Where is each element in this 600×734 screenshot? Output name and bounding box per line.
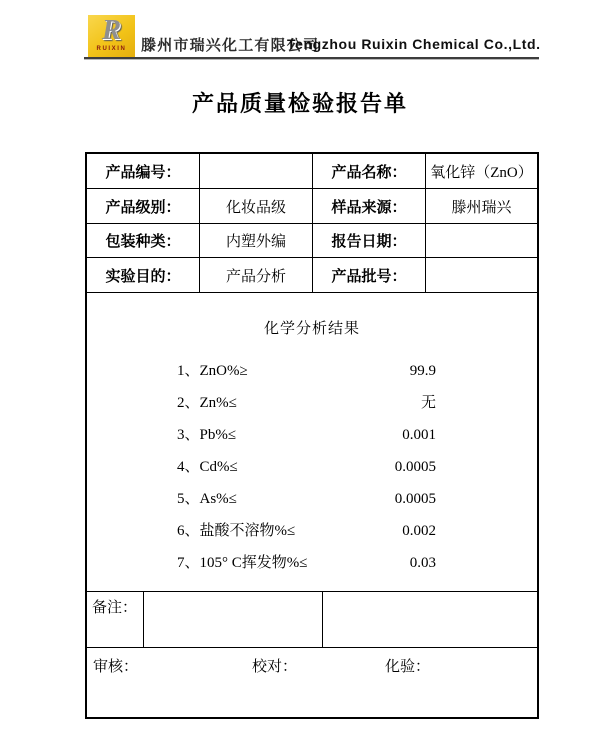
analysis-item-value: 0.03 <box>409 555 436 571</box>
packaging-type-value: 内塑外编 <box>200 224 313 257</box>
remarks-row <box>87 592 537 648</box>
analysis-section-title: 化学分析结果 <box>263 321 360 337</box>
info-row-purpose <box>87 258 537 293</box>
report-date-label: 报告日期： <box>313 224 426 257</box>
analysis-item-zno <box>177 364 436 379</box>
product-name-label: 产品名称： <box>313 154 426 188</box>
analysis-item-cd <box>177 460 436 475</box>
analysis-item-value: 0.001 <box>402 427 436 443</box>
packaging-type-label: 包装种类： <box>87 224 200 257</box>
review-label: 审核： <box>93 659 139 675</box>
proofread-label: 校对： <box>252 659 298 675</box>
report-table <box>85 152 539 719</box>
sample-source-value: 滕州瑞兴 <box>451 199 512 216</box>
info-row-packaging <box>87 224 537 258</box>
remarks-cell-middle <box>144 592 323 647</box>
experiment-purpose-value: 产品分析 <box>200 258 313 292</box>
analysis-items-list <box>177 364 436 571</box>
experiment-purpose-label: 实验目的： <box>87 258 200 292</box>
analysis-item-label: 2、Zn%≤ <box>177 395 237 411</box>
analysis-item-value: 99.9 <box>409 363 436 379</box>
product-grade-label: 产品级别： <box>87 189 200 223</box>
analysis-item-label: 4、Cd%≤ <box>177 459 238 475</box>
batch-number-label: 产品批号： <box>313 258 426 292</box>
product-code-label: 产品编号： <box>87 154 200 188</box>
analysis-item-value: 0.0005 <box>394 491 436 507</box>
analysis-item-label: 6、盐酸不溶物%≤ <box>177 523 296 539</box>
analysis-section <box>87 293 537 592</box>
remarks-label: 备注： <box>87 592 144 647</box>
analysis-item-zn <box>177 396 436 411</box>
analysis-item-pb <box>177 428 436 443</box>
header-divider <box>84 57 539 60</box>
analysis-item-hcl-insoluble <box>177 524 436 539</box>
batch-number-value <box>426 258 537 292</box>
analysis-item-value: 0.002 <box>402 523 436 539</box>
analysis-item-label: 3、Pb%≤ <box>177 427 237 443</box>
ruixin-logo <box>88 15 135 57</box>
company-name-en: Tengzhou Ruixin Chemical Co.,Ltd. <box>287 36 541 52</box>
report-date-value <box>426 224 537 257</box>
analysis-item-label: 7、105° C挥发物%≤ <box>177 555 308 571</box>
logo-brand-text: RUIXIN <box>96 46 127 52</box>
assay-label: 化验： <box>385 659 431 675</box>
product-code-value <box>200 154 313 188</box>
analysis-item-label: 5、As%≤ <box>177 491 237 507</box>
analysis-item-value: 无 <box>420 395 436 411</box>
analysis-item-volatiles <box>177 556 436 571</box>
info-row-product-grade <box>87 189 537 224</box>
company-name-cn: 滕州市瑞兴化工有限公司 <box>141 38 320 54</box>
product-grade-value: 化妆品级 <box>200 189 313 223</box>
logo-r-icon: R <box>101 14 122 46</box>
analysis-item-as <box>177 492 436 507</box>
product-name-value: 氧化锌（ZnO） <box>430 164 533 181</box>
report-title: 产品质量检验报告单 <box>191 91 408 116</box>
analysis-item-label: 1、ZnO%≥ <box>177 363 248 379</box>
sample-source-label: 样品来源： <box>313 189 426 223</box>
remarks-cell-right <box>323 592 537 647</box>
signature-row <box>87 648 537 717</box>
analysis-item-value: 0.0005 <box>394 459 436 475</box>
info-row-product-code <box>87 154 537 189</box>
